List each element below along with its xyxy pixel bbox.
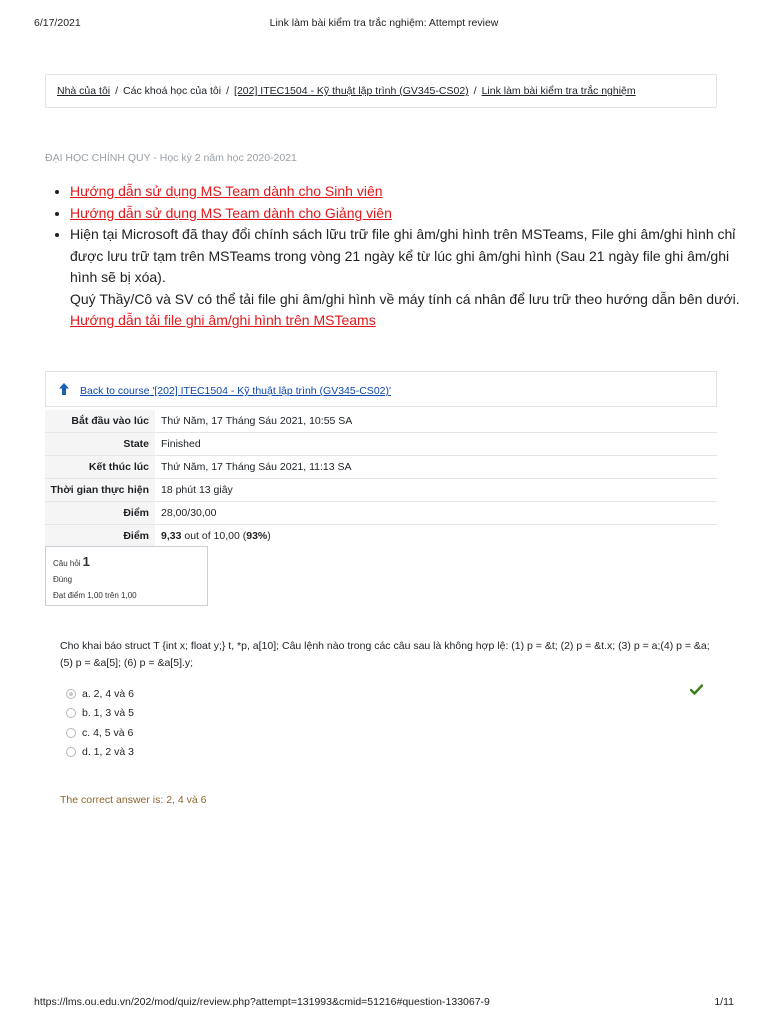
breadcrumb-quiz[interactable]: Link làm bài kiểm tra trắc nghiệm <box>481 85 636 97</box>
completed-value: Thứ Năm, 17 Tháng Sáu 2021, 11:13 SA <box>161 461 352 473</box>
question-text: Cho khai báo struct T {int x; float y;} t, *p, a[10]; Câu lệnh nào trong các câu sau là không hợp lệ: (1) p = &t; (2) p = &t.x; (3) p = a;(4) p = &a; (5) p = &a[5]; (6) p = &a[5].y; <box>60 640 710 669</box>
back-to-course-box <box>45 371 717 407</box>
summary-row-completed <box>45 456 717 479</box>
question-number-value: 1 <box>82 554 90 569</box>
breadcrumb <box>45 74 717 108</box>
print-date: 6/17/2021 <box>34 17 81 29</box>
notice-download-text: Quý Thầy/Cô và SV có thể tải file ghi âm/ghi hình về máy tính cá nhân để lưu trữ theo hướng dẫn bên dưới. <box>70 290 740 307</box>
state-label: State <box>45 433 155 456</box>
question-state: Đúng <box>53 575 73 584</box>
download-recording-guide-link[interactable]: Hướng dẫn tải file ghi âm/ghi hình trên MSTeams <box>70 312 376 328</box>
print-footer <box>34 996 734 1010</box>
answer-label-a: a. 2, 4 và 6 <box>82 687 134 700</box>
breadcrumb-home[interactable]: Nhà của tôi <box>57 85 111 97</box>
arrow-up-icon <box>58 382 70 396</box>
answer-radio-b[interactable] <box>66 708 76 718</box>
correct-answer-feedback: The correct answer is: 2, 4 và 6 <box>60 794 207 806</box>
breadcrumb-course[interactable]: [202] ITEC1504 - Kỹ thuật lập trình (GV345-CS02) <box>234 85 469 97</box>
print-page-title: Link làm bài kiểm tra trắc nghiệm: Attempt review <box>269 17 499 29</box>
attempt-summary-table <box>45 410 717 547</box>
summary-row-started <box>45 410 717 433</box>
duration-label: Thời gian thực hiện <box>45 479 155 502</box>
summary-row-grade <box>45 525 717 548</box>
notice-list <box>50 181 742 332</box>
term-label: ĐẠI HỌC CHÍNH QUY - Học kỳ 2 năm học 2020-2021 <box>45 152 297 164</box>
summary-row-state <box>45 433 717 456</box>
checkmark-icon <box>690 684 703 695</box>
question-grade: Đạt điểm 1,00 trên 1,00 <box>53 591 137 600</box>
answer-option-c <box>66 723 716 743</box>
print-url: https://lms.ou.edu.vn/202/mod/quiz/review.php?attempt=131993&cmid=51216#question-133067-9 <box>34 996 490 1008</box>
grade-percent: 93% <box>246 530 268 542</box>
summary-row-marks <box>45 502 717 525</box>
question-info-box <box>45 546 208 606</box>
breadcrumb-separator: / <box>473 85 477 97</box>
marks-label: Điểm <box>45 502 155 525</box>
answer-radio-c[interactable] <box>66 728 76 738</box>
grade-label: Điểm <box>45 525 155 548</box>
question-number-label: Câu hỏi <box>53 559 81 568</box>
ms-team-student-guide-link[interactable]: Hướng dẫn sử dụng MS Team dành cho Sinh viên <box>70 183 383 199</box>
print-header <box>34 17 734 31</box>
notice-recording-policy-text: • Hiện tại Microsoft đã thay đổi chính sách lữu trữ file ghi âm/ghi hình trên MSTeams, File ghi âm/ghi hình chỉ được lưu trữ tạm trên MSTeams trong vòng 21 ngày kể từ lúc ghi âm/ghi hình (Sau 21 ngày file ghi âm/ghi hình sẽ bị xóa). <box>70 226 736 285</box>
grade-out-of: out of 10,00 ( <box>184 530 247 542</box>
answer-radio-a[interactable] <box>66 689 76 699</box>
answer-option-a <box>66 684 716 704</box>
breadcrumb-my-courses: Các khoá học của tôi <box>123 85 222 97</box>
back-to-course-link[interactable]: Back to course '[202] ITEC1504 - Kỹ thuật lập trình (GV345-CS02)' <box>80 385 391 397</box>
answer-option-d <box>66 743 716 763</box>
started-value: Thứ Năm, 17 Tháng Sáu 2021, 10:55 SA <box>161 415 353 427</box>
notice-item <box>70 181 742 203</box>
completed-label: Kết thúc lúc <box>45 456 155 479</box>
summary-row-duration <box>45 479 717 502</box>
state-value: Finished <box>161 438 201 450</box>
breadcrumb-separator: / <box>226 85 230 97</box>
answer-label-d: d. 1, 2 và 3 <box>82 746 134 759</box>
print-page-number: 1/11 <box>714 996 734 1008</box>
answer-label-c: c. 4, 5 và 6 <box>82 726 134 739</box>
ms-team-teacher-guide-link[interactable]: Hướng dẫn sử dụng MS Team dành cho Giảng viên <box>70 204 392 221</box>
breadcrumb-separator: / <box>115 85 119 97</box>
answer-radio-d[interactable] <box>66 747 76 757</box>
grade-close-paren: ) <box>267 530 271 542</box>
duration-value: 18 phút 13 giây <box>161 484 233 496</box>
notice-item <box>70 224 742 332</box>
answer-label-b: b. 1, 3 và 5 <box>82 707 134 720</box>
started-label: Bắt đầu vào lúc <box>45 410 155 433</box>
answer-list <box>66 684 716 762</box>
answer-option-b <box>66 704 716 724</box>
question-number <box>53 555 200 571</box>
grade-score: 9,33 <box>161 530 182 542</box>
marks-value: 28,00/30,00 <box>161 507 217 519</box>
grade-value <box>155 525 717 548</box>
notice-item <box>70 203 742 225</box>
